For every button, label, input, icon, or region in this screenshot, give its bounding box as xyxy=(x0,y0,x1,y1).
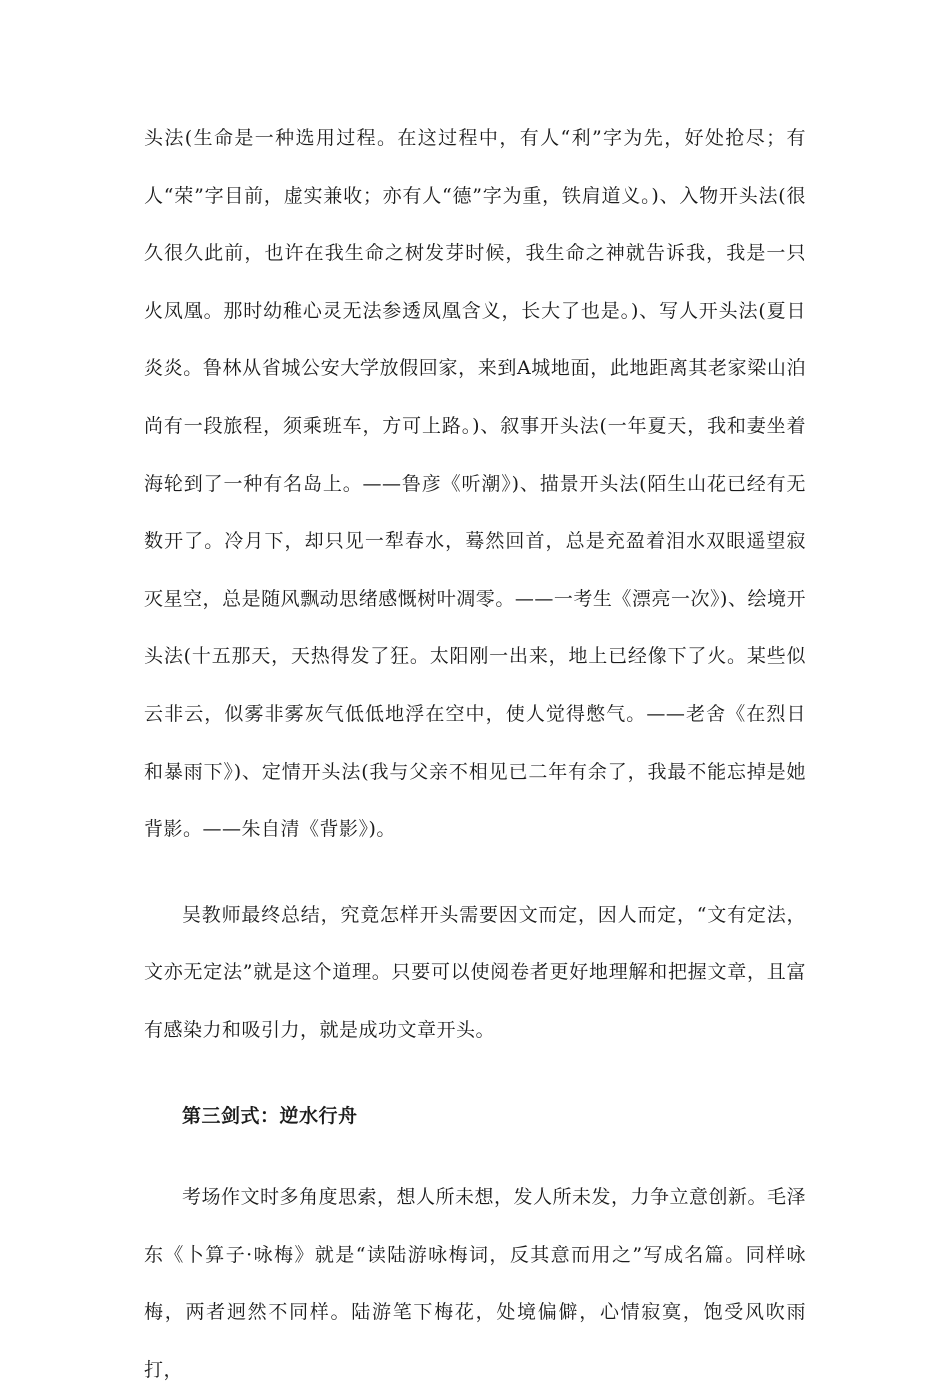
section-heading: 第三剑式：逆水行舟 xyxy=(182,1104,358,1127)
document-page xyxy=(144,110,806,1399)
paragraph-opening-methods: 头法(生命是一种选用过程。在这过程中，有人“利”字为先，好处抢尽；有人“荣”字目前，虚实兼收；亦有人“德”字为重，铁肩道义。)、入物开头法(很久很久此前，也许在我生命之树发芽时候，我生命之神就告诉我，我是一只火凤凰。那时幼稚心灵无法参透凤凰含义，长大了也是。)、写人开头法(夏日炎炎。鲁林从省城公安大学放假回家，来到A城地面，此地距离其老家梁山泊尚有一段旅程，须乘班车，方可上路。)、叙事开头法(一年夏天，我和妻坐着海轮到了一种有名岛上。——鲁彦《听潮》)、描景开头法(陌生山花已经有无数开了。冷月下，却只见一犁春水，蓦然回首，总是充盈着泪水双眼遥望寂灭星空，总是随风飘动思绪感慨树叶凋零。——一考生《漂亮一次》)、绘境开头法(十五那天，天热得发了狂。太阳刚一出来，地上已经像下了火。某些似云非云，似雾非雾灰气低低地浮在空中，使人觉得憋气。——老舍《在烈日和暴雨下》)、定情开头法(我与父亲不相见已二年有余了，我最不能忘掉是她背影。——朱自清《背影》)。 xyxy=(144,127,806,841)
paragraph-innovation: 考场作文时多角度思索，想人所未想，发人所未发，力争立意创新。毛泽东《卜算子·咏梅》就是“读陆游咏梅词，反其意而用之”写成名篇。同样咏梅，两者迥然不同样。陆游笔下梅花，处境偏僻，心情寂寞，饱受风吹雨打， xyxy=(144,1186,807,1381)
paragraph-teacher-summary: 吴教师最终总结，究竟怎样开头需要因文而定，因人而定，“文有定法，文亦无定法”就是这个道理。只要可以使阅卷者更好地理解和把握文章，且富有感染力和吸引力，就是成功文章开头。 xyxy=(144,903,806,1041)
